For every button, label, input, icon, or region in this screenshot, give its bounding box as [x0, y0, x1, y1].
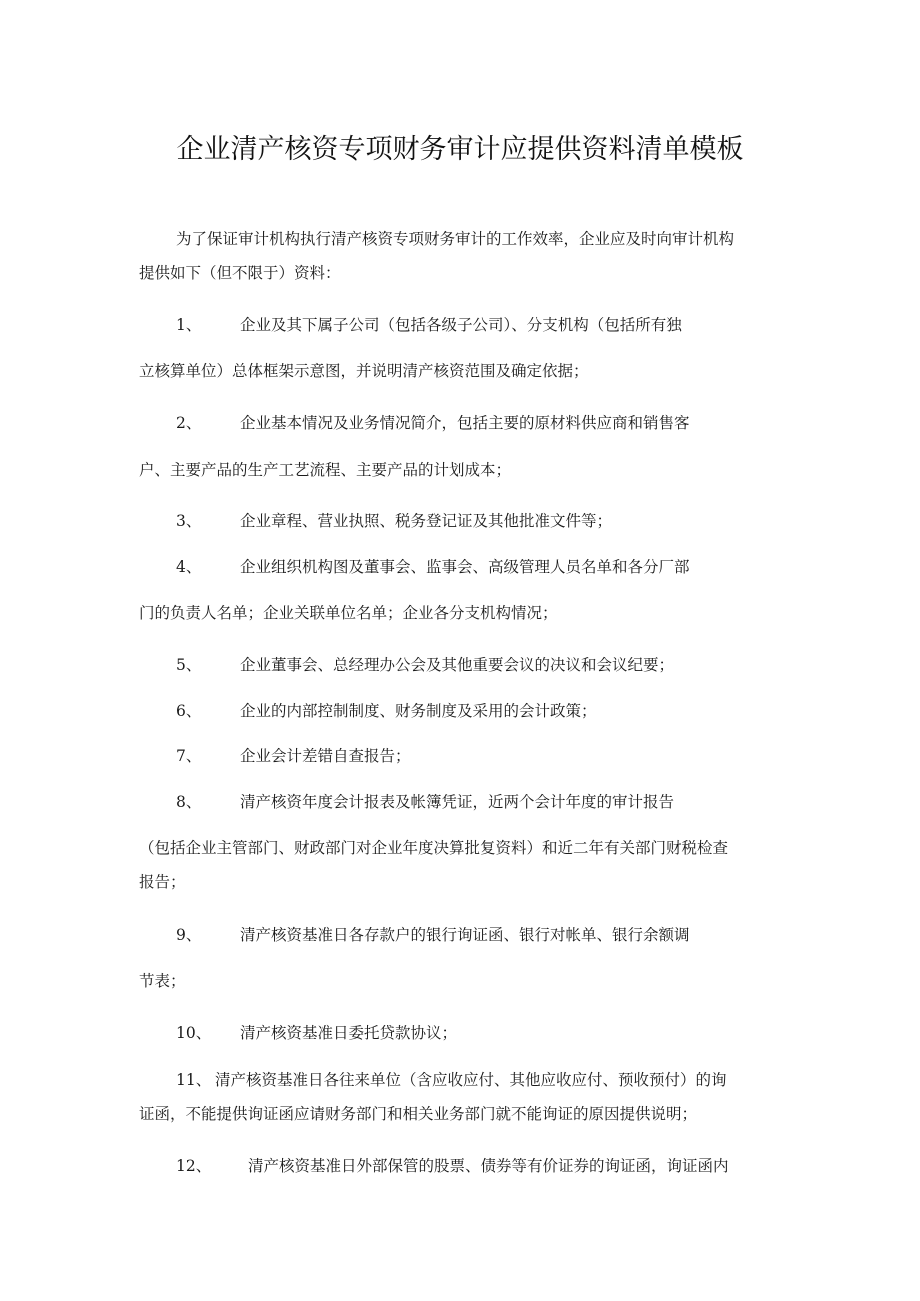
- item-text-cont: 报告；: [139, 873, 186, 891]
- intro-line-1: 为了保证审计机构执行清产核资专项财务审计的工作效率，企业应及时向审计机构: [176, 230, 735, 248]
- item-number: 4、: [176, 558, 202, 576]
- item-text: 清产核资基准日外部保管的股票、债券等有价证券的询证函，询证函内: [248, 1157, 729, 1175]
- item-text-cont: 节表；: [139, 972, 186, 990]
- item-number: 5、: [176, 656, 202, 674]
- item-number: 1、: [176, 316, 202, 334]
- item-number: 8、: [176, 793, 202, 811]
- item-text-cont: 户、主要产品的生产工艺流程、主要产品的计划成本；: [139, 461, 512, 479]
- item-text: 企业章程、营业执照、税务登记证及其他批准文件等；: [240, 512, 613, 530]
- item-number: 3、: [176, 512, 202, 530]
- item-text-cont: 门的负责人名单；企业关联单位名单；企业各分支机构情况；: [139, 604, 558, 622]
- item-text: 企业及其下属子公司（包括各级子公司）、分支机构（包括所有独: [240, 316, 682, 334]
- item-text: 清产核资基准日委托贷款协议；: [240, 1024, 458, 1042]
- item-text: 清产核资基准日各存款户的银行询证函、银行对帐单、银行余额调: [240, 926, 690, 944]
- item-text: 企业基本情况及业务情况简介，包括主要的原材料供应商和销售客: [240, 414, 690, 432]
- item-number: 7、: [176, 747, 202, 765]
- item-text: 企业的内部控制制度、财务制度及采用的会计政策；: [240, 702, 597, 720]
- item-text-cont: （包括企业主管部门、财政部门对企业年度决算批复资料）和近二年有关部门财税检查: [139, 839, 729, 857]
- item-text: 企业组织机构图及董事会、监事会、高级管理人员名单和各分厂部: [240, 558, 690, 576]
- intro-line-2: 提供如下（但不限于）资料：: [139, 264, 341, 282]
- item-number: 9、: [176, 926, 202, 944]
- item-text: 清产核资年度会计报表及帐簿凭证，近两个会计年度的审计报告: [240, 793, 675, 811]
- item-text-cont: 立核算单位）总体框架示意图，并说明清产核资范围及确定依据；: [139, 362, 589, 380]
- item-text: 清产核资基准日各往来单位（含应收应付、其他应收应付、预收预付）的询: [215, 1071, 727, 1089]
- item-number: 6、: [176, 702, 202, 720]
- document-title: 企业清产核资专项财务审计应提供资料清单模板: [176, 134, 744, 165]
- item-number: 10、: [176, 1024, 212, 1042]
- item-text: 企业董事会、总经理办公会及其他重要会议的决议和会议纪要；: [240, 656, 675, 674]
- item-number: 11、: [176, 1071, 212, 1089]
- item-text-cont: 证函，不能提供询证函应请财务部门和相关业务部门就不能询证的原因提供说明；: [139, 1105, 698, 1123]
- item-number: 2、: [176, 414, 202, 432]
- item-number: 12、: [176, 1157, 212, 1175]
- item-text: 企业会计差错自查报告；: [240, 747, 411, 765]
